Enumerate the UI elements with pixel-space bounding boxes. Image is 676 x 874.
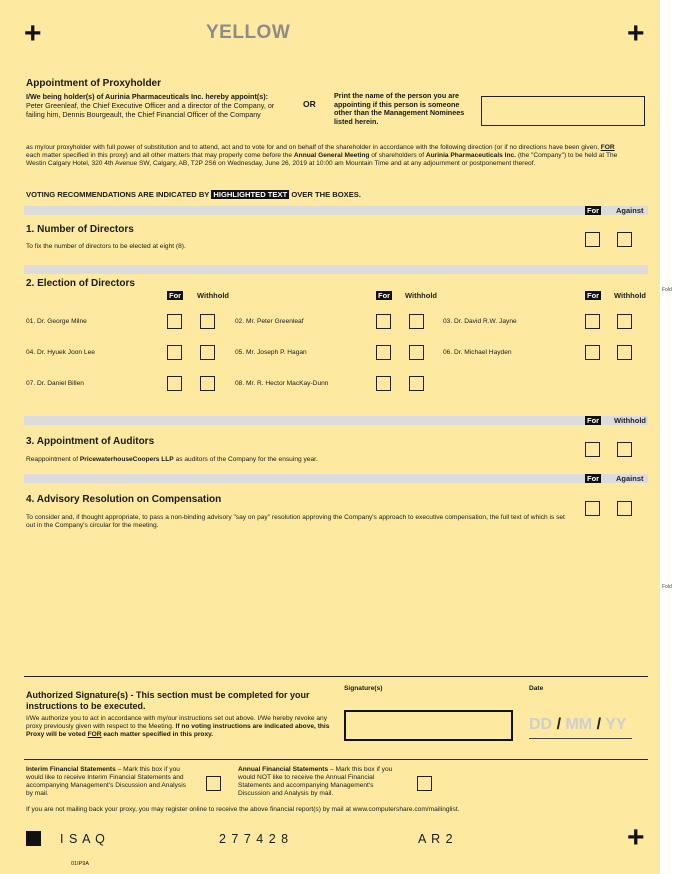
nominee-06-withhold-checkbox[interactable] bbox=[617, 345, 632, 360]
nominee-04-for-checkbox[interactable] bbox=[167, 345, 182, 360]
nominee-05-withhold-checkbox[interactable] bbox=[409, 345, 424, 360]
section-bar-4 bbox=[24, 474, 648, 483]
authority-text-2: each matter specified in this proxy) and all other matters that may properly come before the bbox=[26, 152, 294, 159]
signature-for-word: FOR bbox=[87, 731, 102, 738]
form-id: 01IP9A bbox=[71, 861, 90, 867]
date-dd: DD bbox=[529, 716, 553, 733]
nominee-07: 07. Dr. Daniel Billen bbox=[26, 380, 84, 387]
date-input[interactable] bbox=[529, 716, 632, 739]
item-3-desc-pre: Reappointment of bbox=[26, 456, 79, 463]
withhold-label: Withhold bbox=[197, 291, 230, 300]
section-divider bbox=[24, 759, 648, 760]
registration-mark-top-right: + bbox=[627, 17, 645, 50]
nominee-05: 05. Mr. Joseph P. Hagan bbox=[235, 349, 307, 356]
item-3-title: 3. Appointment of Auditors bbox=[26, 436, 155, 447]
nominee-04: 04. Dr. Hyuek Joon Lee bbox=[26, 349, 95, 356]
interim-statement-note bbox=[26, 766, 188, 798]
mailing-list-footnote: If you are not mailing back your proxy, you may register online to receive the above financial report(s) by mail at www.computershare.com/mailinglist. bbox=[26, 806, 460, 813]
nominee-07-for-checkbox[interactable] bbox=[167, 376, 182, 391]
section-bar-3 bbox=[24, 416, 648, 425]
nominee-01: 01. Dr. George Milne bbox=[26, 318, 87, 325]
date-slash: / bbox=[596, 716, 602, 733]
item-1-desc: To fix the number of directors to be elected at eight (8). bbox=[26, 243, 186, 250]
nominee-08-withhold-checkbox[interactable] bbox=[409, 376, 424, 391]
section-divider bbox=[24, 676, 648, 677]
nominee-03: 03. Dr. David R.W. Jayne bbox=[443, 318, 517, 325]
or-label: OR bbox=[303, 99, 316, 109]
annual-statement-note bbox=[238, 766, 404, 798]
nominee-02-for-checkbox[interactable] bbox=[376, 314, 391, 329]
for-label: For bbox=[169, 291, 182, 300]
footer-code-ar2: A R 2 bbox=[418, 832, 454, 846]
against-label: Against bbox=[616, 206, 644, 215]
nominee-03-withhold-checkbox[interactable] bbox=[617, 314, 632, 329]
for-label: For bbox=[587, 474, 600, 483]
signature-label: Signature(s) bbox=[344, 685, 383, 692]
nominee-04-withhold-checkbox[interactable] bbox=[200, 345, 215, 360]
item-4-against-checkbox[interactable] bbox=[617, 501, 632, 516]
nominee-06-for-checkbox[interactable] bbox=[585, 345, 600, 360]
item-1-against-checkbox[interactable] bbox=[617, 232, 632, 247]
authority-company: Aurinia Pharmaceuticals Inc. bbox=[425, 152, 517, 159]
item-3-desc bbox=[26, 456, 318, 464]
nominee-02: 02. Mr. Peter Greenleaf bbox=[235, 318, 304, 325]
interim-title: Interim Financial Statements bbox=[26, 766, 116, 773]
auditor-firm: PricewaterhouseCoopers LLP bbox=[79, 456, 174, 463]
fold-mark: Fold bbox=[662, 287, 672, 293]
against-label: Against bbox=[616, 474, 644, 483]
nominee-02-withhold-checkbox[interactable] bbox=[409, 314, 424, 329]
fold-mark: Fold bbox=[662, 584, 672, 590]
withhold-label: Withhold bbox=[405, 291, 438, 300]
appoint-lead: I/We being holder(s) of Aurinia Pharmaceuticals Inc. hereby appoint(s): bbox=[26, 92, 269, 101]
for-label: For bbox=[378, 291, 391, 300]
authority-agm: Annual General Meeting bbox=[293, 152, 370, 159]
interim-statements-checkbox[interactable] bbox=[206, 776, 221, 791]
proxy-title: Appointment of Proxyholder bbox=[26, 78, 161, 89]
color-label: YELLOW bbox=[206, 22, 291, 43]
annual-body: – Mark this box if you would NOT like to receive the Annual Financial Statements and accompanying Management's Discussion and Analysis by mail. bbox=[238, 766, 393, 797]
item-2-title: 2. Election of Directors bbox=[26, 278, 135, 289]
nominee-07-withhold-checkbox[interactable] bbox=[200, 376, 215, 391]
nominee-06: 06. Dr. Michael Hayden bbox=[443, 349, 512, 356]
registration-mark-bottom-right: + bbox=[627, 821, 645, 854]
for-label: For bbox=[587, 206, 600, 215]
section-bar-2 bbox=[24, 265, 648, 274]
voting-rec-pre: VOTING RECOMMENDATIONS ARE INDICATED BY bbox=[26, 190, 210, 199]
print-name-note: Print the name of the person you are appointing if this person is someone other than the Management Nominees listed herein. bbox=[334, 91, 465, 126]
nominee-05-for-checkbox[interactable] bbox=[376, 345, 391, 360]
for-label: For bbox=[587, 416, 600, 425]
registration-mark-top-left: + bbox=[24, 17, 42, 50]
signature-body bbox=[26, 715, 334, 739]
item-1-for-checkbox[interactable] bbox=[585, 232, 600, 247]
signature-input[interactable] bbox=[344, 710, 513, 741]
interim-body: – Mark this box if you would like to receive Interim Financial Statements and accompanying Management's Discussion and Analysis by mail. bbox=[26, 766, 186, 797]
date-slash: / bbox=[556, 716, 562, 733]
nominee-01-withhold-checkbox[interactable] bbox=[200, 314, 215, 329]
item-3-desc-post: as auditors of the Company for the ensuing year. bbox=[175, 456, 318, 463]
nominee-01-for-checkbox[interactable] bbox=[167, 314, 182, 329]
section-bar-1 bbox=[24, 206, 648, 215]
item-4-for-checkbox[interactable] bbox=[585, 501, 600, 516]
date-yy: YY bbox=[605, 716, 627, 733]
for-label: For bbox=[587, 291, 600, 300]
voting-rec-post: OVER THE BOXES. bbox=[291, 190, 361, 199]
withhold-label: Withhold bbox=[614, 416, 647, 425]
item-3-for-checkbox[interactable] bbox=[585, 442, 600, 457]
item-3-withhold-checkbox[interactable] bbox=[617, 442, 632, 457]
signature-body-text: I/We authorize you to act in accordance with my/our instructions set out above. I/We hereby revoke any proxy previously given with respect to the Meeting. bbox=[26, 715, 328, 730]
signature-body-bold: If no voting instructions are indicated above, this Proxy will be voted bbox=[26, 723, 330, 738]
authority-for-word: FOR bbox=[600, 144, 615, 151]
footer-code-number: 2 7 7 4 2 8 bbox=[219, 832, 290, 846]
authority-paragraph bbox=[26, 144, 626, 168]
annual-statements-checkbox[interactable] bbox=[417, 776, 432, 791]
proxyholder-name-input[interactable] bbox=[481, 96, 645, 126]
authority-text-4: (the "Company") to be held at The Westin Calgary Hotel, 320 4th Avenue SW, Calgary, AB, T2P 2S6 on Wednesday, June 26, 2019 at 10:00 am Mountain Time and at any adjournment or postponement thereof. bbox=[26, 152, 618, 167]
date-mm: MM bbox=[565, 716, 593, 733]
signature-body-bold-post: each matter specified in this proxy. bbox=[101, 731, 214, 738]
nominee-03-for-checkbox[interactable] bbox=[585, 314, 600, 329]
appoint-body: Peter Greenleaf, the Chief Executive Officer and a director of the Company, or failing him, Dennis Bourgeault, the Chief Financial Officer of the Company bbox=[26, 101, 275, 119]
black-square-mark bbox=[26, 831, 41, 846]
voting-recommendation-note bbox=[26, 190, 361, 199]
authority-text-3: of shareholders of bbox=[369, 152, 426, 159]
date-label: Date bbox=[529, 685, 544, 692]
voting-rec-highlight: HIGHLIGHTED TEXT bbox=[213, 190, 288, 199]
item-4-desc: To consider and, if thought appropriate, to pass a non-binding advisory "say on pay" resolution approving the Company's approach to executive compensation, the full text of which is set out in the Company's circular for the meeting. bbox=[26, 514, 565, 529]
signature-title: Authorized Signature(s) - This section must be completed for your instructions to be executed. bbox=[26, 690, 310, 711]
nominee-08: 08. Mr. R. Hector MacKay-Dunn bbox=[235, 380, 329, 387]
withhold-label: Withhold bbox=[614, 291, 647, 300]
nominee-08-for-checkbox[interactable] bbox=[376, 376, 391, 391]
item-1-title: 1. Number of Directors bbox=[26, 224, 134, 235]
annual-title: Annual Financial Statements bbox=[238, 766, 329, 773]
footer-code-isaq: I S A Q bbox=[60, 832, 106, 846]
item-4-title: 4. Advisory Resolution on Compensation bbox=[26, 494, 222, 505]
authority-text-1: as my/our proxyholder with full power of substitution and to attend, act and to vote for and on behalf of the shareholder in accordance with the following direction (or if no directions have been given, bbox=[26, 144, 601, 151]
